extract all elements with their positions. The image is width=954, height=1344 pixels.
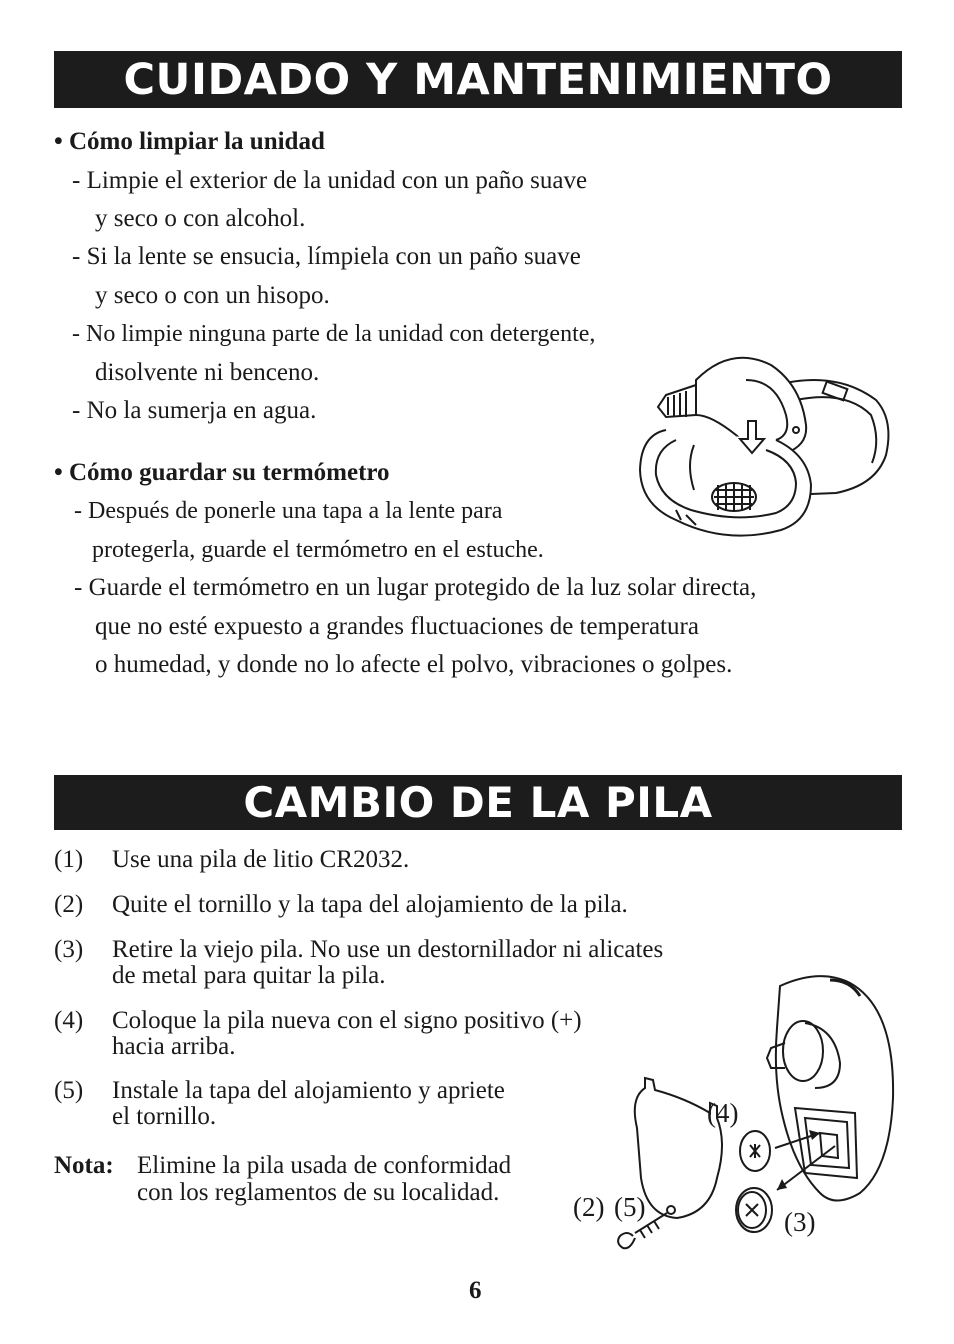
storage-line: - Guarde el termómetro en un lugar protegido de la luz solar directa, [74, 574, 757, 601]
cleaning-line: disolvente ni benceno. [95, 359, 320, 386]
step-text: Use una pila de litio CR2032. [112, 846, 410, 873]
storage-line: que no esté expuesto a grandes fluctuaciones de temperatura [95, 613, 699, 640]
note-text: con los reglamentos de su localidad. [137, 1179, 500, 1206]
cleaning-line: - No limpie ninguna parte de la unidad con detergente, [72, 321, 596, 347]
step-number: (5) [54, 1077, 84, 1104]
cleaning-line: - Si la lente se ensucia, límpiela con un paño suave [72, 243, 581, 270]
cleaning-heading: • Cómo limpiar la unidad [54, 128, 325, 155]
storage-line: - Después de ponerle una tapa a la lente para [74, 498, 503, 524]
step-text: hacia arriba. [112, 1033, 236, 1060]
care-section-title: CUIDADO Y MANTENIMIENTO [54, 51, 902, 108]
step-text: de metal para quitar la pila. [112, 962, 386, 989]
step-number: (1) [54, 846, 84, 873]
step-text: Retire la viejo pila. No use un destornillador ni alicates [112, 936, 664, 963]
battery-section-title: CAMBIO DE LA PILA [54, 775, 902, 830]
thermometer-case-illustration [636, 345, 892, 550]
step-number: (4) [54, 1007, 84, 1034]
cleaning-line: - No la sumerja en agua. [72, 397, 317, 424]
figure-label-4: (4) [707, 1098, 739, 1128]
step-text: Instale la tapa del alojamiento y apriete [112, 1077, 505, 1104]
note-label: Nota: [54, 1152, 114, 1179]
cleaning-line: y seco o con un hisopo. [95, 282, 330, 309]
step-text: el tornillo. [112, 1103, 217, 1130]
battery-replacement-illustration [605, 968, 897, 1258]
step-text: Quite el tornillo y la tapa del alojamiento de la pila. [112, 891, 628, 918]
step-text: Coloque la pila nueva con el signo positivo (+) [112, 1007, 582, 1034]
storage-line: protegerla, guarde el termómetro en el estuche. [92, 537, 544, 563]
storage-line: o humedad, y donde no lo afecte el polvo, vibraciones o golpes. [95, 651, 733, 678]
page-number: 6 [469, 1277, 482, 1304]
step-number: (2) [54, 891, 84, 918]
cleaning-line: y seco o con alcohol. [95, 205, 306, 232]
step-number: (3) [54, 936, 84, 963]
figure-label-2: (2) [573, 1192, 605, 1222]
storage-heading: • Cómo guardar su termómetro [54, 459, 390, 486]
figure-label-3: (3) [784, 1207, 816, 1237]
figure-label-5: (5) [614, 1192, 646, 1222]
cleaning-line: - Limpie el exterior de la unidad con un paño suave [72, 167, 588, 194]
note-text: Elimine la pila usada de conformidad [137, 1152, 512, 1179]
